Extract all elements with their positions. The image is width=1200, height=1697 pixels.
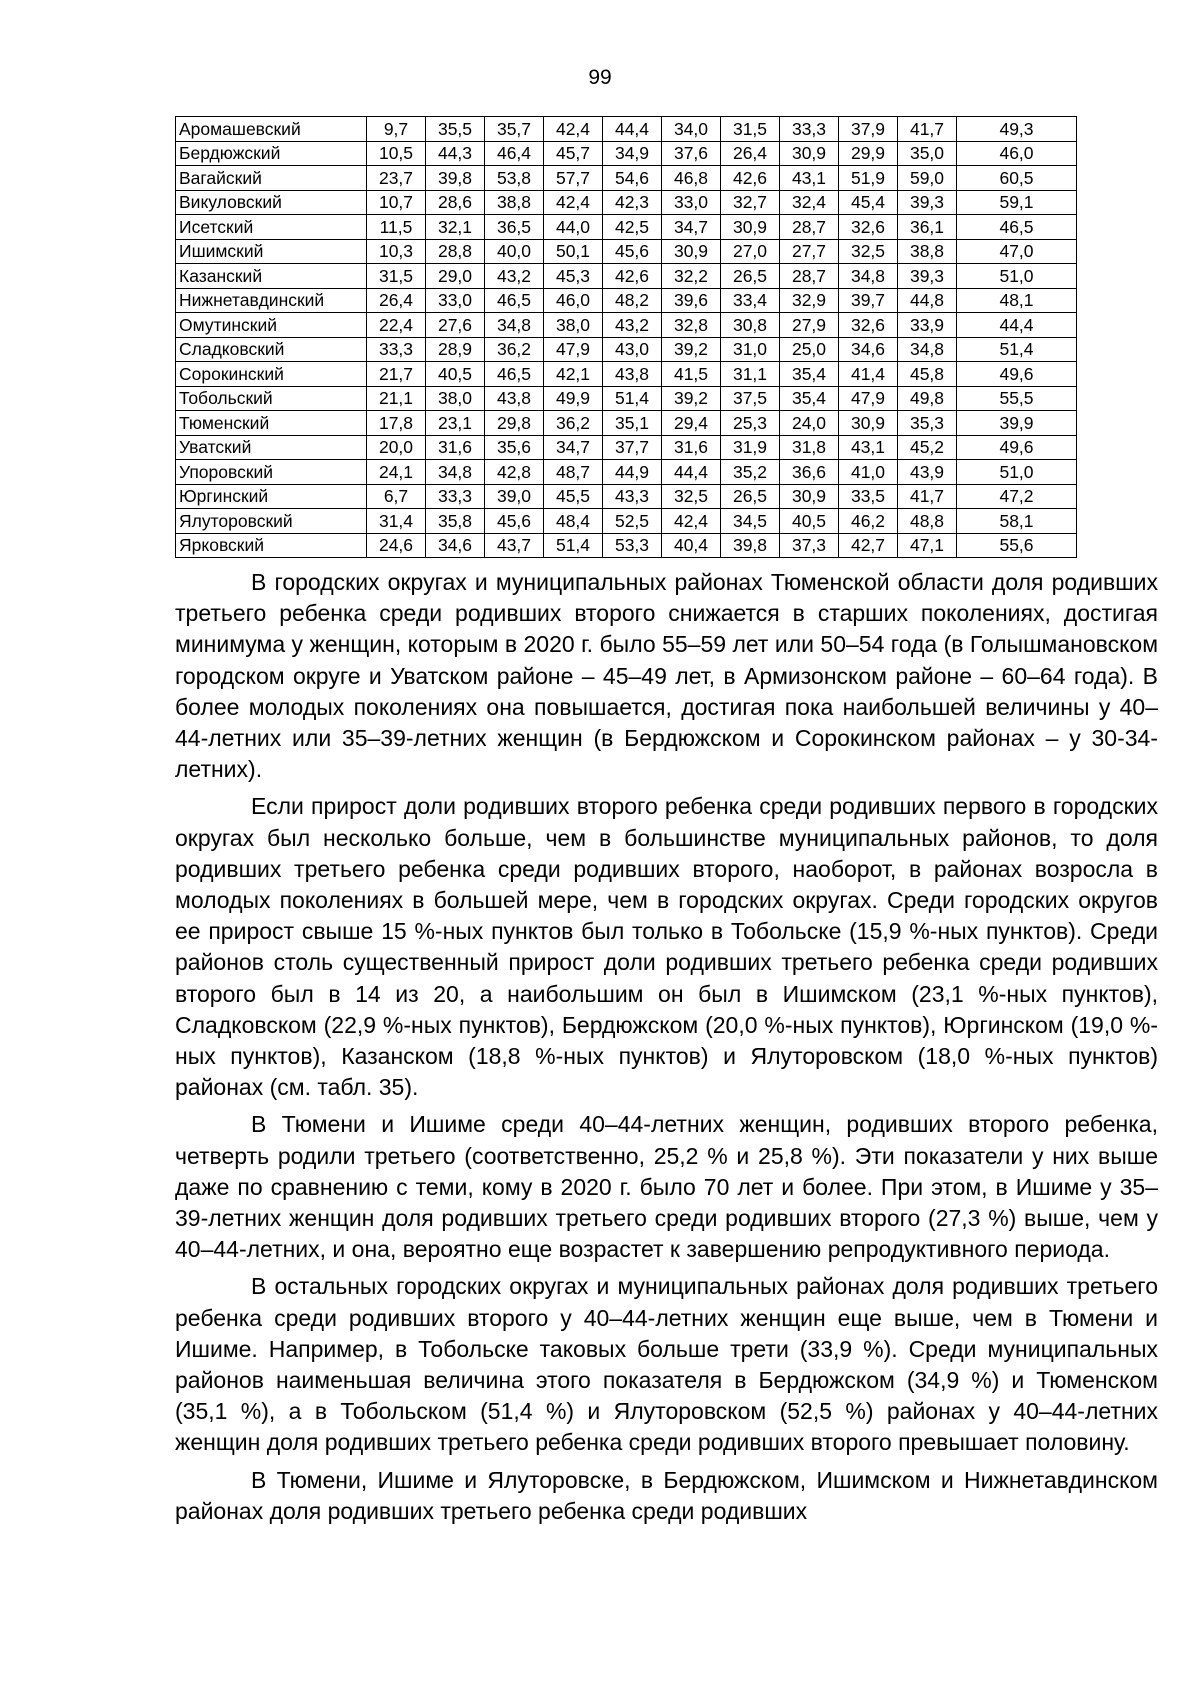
region-name-cell: Викуловский [176,190,367,215]
value-cell: 59,0 [898,166,957,191]
table-row [176,288,1077,313]
value-cell: 49,3 [957,117,1077,142]
value-cell: 38,0 [544,313,603,338]
value-cell: 36,2 [544,411,603,436]
value-cell: 34,0 [662,117,721,142]
value-cell: 32,1 [426,215,485,240]
value-cell: 48,7 [544,460,603,485]
table-row [176,190,1077,215]
value-cell: 10,7 [367,190,426,215]
value-cell: 44,4 [662,460,721,485]
value-cell: 51,0 [957,460,1077,485]
value-cell: 28,7 [780,264,839,289]
value-cell: 29,4 [662,411,721,436]
value-cell: 43,1 [839,435,898,460]
value-cell: 34,8 [426,460,485,485]
paragraph: В Тюмени и Ишиме среди 40–44-летних женщин, родивших второго ребенка, четверть родили третьего (соответственно, 25,2 % и 25,8 %). Эти показатели у них выше даже по сравнению с теми, кому в 2020 г. было 70 лет и более. При этом, в Ишиме у 35–39-летних женщин доля родивших третьего среди родивших второго (27,3 %) выше, чем у 40–44-летних, и она, вероятно еще возрастет к завершению репродуктивного периода. [175,1111,1158,1263]
value-cell: 32,6 [839,215,898,240]
table-row [176,411,1077,436]
value-cell: 31,8 [780,435,839,460]
value-cell: 29,9 [839,141,898,166]
value-cell: 33,3 [426,484,485,509]
value-cell: 27,0 [721,239,780,264]
value-cell: 46,0 [544,288,603,313]
value-cell: 31,5 [367,264,426,289]
value-cell: 37,5 [721,386,780,411]
region-name-cell: Ялуторовский [176,509,367,534]
region-name-cell: Вагайский [176,166,367,191]
value-cell: 42,7 [839,533,898,558]
value-cell: 35,5 [426,117,485,142]
region-name-cell: Ярковский [176,533,367,558]
value-cell: 39,2 [662,386,721,411]
paragraph: В Тюмени, Ишиме и Ялуторовске, в Бердюжском, Ишимском и Нижнетавдинском районах доля родивших третьего ребенка среди родивших [175,1466,1158,1524]
value-cell: 44,4 [957,313,1077,338]
value-cell: 43,2 [485,264,544,289]
region-name-cell: Сорокинский [176,362,367,387]
value-cell: 31,5 [721,117,780,142]
value-cell: 35,3 [898,411,957,436]
paragraph: В остальных городских округах и муниципальных районах доля родивших третьего ребенка среди родивших второго у 40–44-летних женщин еще выше, чем в Тюмени и Ишиме. Например, в Тобольске таковых больше трети (33,9 %). Среди муниципальных районов наименьшая величина этого показателя в Бердюжском (34,9 %) и Тюменском (35,1 %), а в Тобольском (51,4 %) и Ялуторовском (52,5 %) районах у 40–44-летних женщин доля родивших третьего ребенка среди родивших второго превышает половину. [175,1273,1158,1456]
value-cell: 41,4 [839,362,898,387]
value-cell: 6,7 [367,484,426,509]
value-cell: 24,6 [367,533,426,558]
value-cell: 59,1 [957,190,1077,215]
value-cell: 43,8 [603,362,662,387]
value-cell: 34,7 [662,215,721,240]
value-cell: 40,4 [662,533,721,558]
value-cell: 46,8 [662,166,721,191]
value-cell: 45,8 [898,362,957,387]
paragraph: В городских округах и муниципальных районах Тюменской области доля родивших третьего ребенка среди родивших второго снижается в старших поколениях, достигая минимума у женщин, которым в 2020 г. было 55–59 лет или 50–54 года (в Голышмановском городском округе и Уватском районе – 45–49 лет, в Армизонском районе – 60–64 года). В более молодых поколениях она повышается, достигая пока наибольшей величины у 40–44-летних или 35–39-летних женщин (в Бердюжском и Сорокинском районах – у 30-34-летних). [175,569,1158,783]
table-row [176,215,1077,240]
value-cell: 55,5 [957,386,1077,411]
region-name-cell: Юргинский [176,484,367,509]
value-cell: 45,6 [603,239,662,264]
value-cell: 31,0 [721,337,780,362]
value-cell: 28,8 [426,239,485,264]
value-cell: 51,9 [839,166,898,191]
value-cell: 55,6 [957,533,1077,558]
value-cell: 30,9 [721,215,780,240]
value-cell: 42,6 [721,166,780,191]
value-cell: 10,5 [367,141,426,166]
value-cell: 45,6 [485,509,544,534]
value-cell: 45,3 [544,264,603,289]
value-cell: 39,8 [426,166,485,191]
value-cell: 39,3 [898,264,957,289]
value-cell: 40,0 [485,239,544,264]
value-cell: 44,0 [544,215,603,240]
region-name-cell: Исетский [176,215,367,240]
table-row [176,166,1077,191]
value-cell: 33,3 [367,337,426,362]
value-cell: 32,4 [780,190,839,215]
value-cell: 32,9 [780,288,839,313]
value-cell: 24,1 [367,460,426,485]
value-cell: 35,4 [780,386,839,411]
value-cell: 39,6 [662,288,721,313]
value-cell: 49,6 [957,362,1077,387]
value-cell: 30,9 [780,484,839,509]
value-cell: 46,5 [485,362,544,387]
value-cell: 49,6 [957,435,1077,460]
value-cell: 32,6 [839,313,898,338]
value-cell: 46,5 [485,288,544,313]
value-cell: 25,3 [721,411,780,436]
region-name-cell: Тюменский [176,411,367,436]
value-cell: 49,8 [898,386,957,411]
value-cell: 34,6 [839,337,898,362]
value-cell: 42,8 [485,460,544,485]
value-cell: 35,1 [603,411,662,436]
value-cell: 35,8 [426,509,485,534]
value-cell: 46,5 [957,215,1077,240]
value-cell: 21,1 [367,386,426,411]
value-cell: 34,5 [721,509,780,534]
value-cell: 33,0 [426,288,485,313]
value-cell: 49,9 [544,386,603,411]
region-name-cell: Уватский [176,435,367,460]
value-cell: 41,7 [898,484,957,509]
value-cell: 37,9 [839,117,898,142]
data-table [175,116,1077,558]
value-cell: 35,2 [721,460,780,485]
value-cell: 42,4 [544,117,603,142]
paragraph: Если прирост доли родивших второго ребенка среди родивших первого в городских округах был несколько больше, чем в большинстве муниципальных районов, то доля родивших третьего ребенка среди родивших второго, наоборот, в районах возросла в молодых поколениях в большей мере, чем в городских округах. Среди городских округов ее прирост свыше 15 %-ных пунктов был только в Тобольске (15,9 %-ных пунктов). Среди районов столь существенный прирост доли родивших третьего ребенка среди родивших второго был в 14 из 20, а наибольшим он был в Ишимском (23,1 %-ных пунктов), Сладковском (22,9 %-ных пунктов), Бердюжском (20,0 %-ных пунктов), Юргинском (19,0 %-ных пунктов), Казанском (18,8 %-ных пунктов) и Ялуторовском (18,0 %-ных пунктов) районах (см. табл. 35). [175,793,1158,1101]
value-cell: 37,3 [780,533,839,558]
value-cell: 42,5 [603,215,662,240]
table-row [176,239,1077,264]
value-cell: 9,7 [367,117,426,142]
value-cell: 36,6 [780,460,839,485]
value-cell: 40,5 [426,362,485,387]
value-cell: 26,5 [721,264,780,289]
value-cell: 48,2 [603,288,662,313]
value-cell: 11,5 [367,215,426,240]
value-cell: 32,5 [839,239,898,264]
table-row [176,533,1077,558]
value-cell: 51,4 [603,386,662,411]
value-cell: 46,4 [485,141,544,166]
value-cell: 43,7 [485,533,544,558]
table-row [176,509,1077,534]
value-cell: 33,3 [780,117,839,142]
value-cell: 10,3 [367,239,426,264]
value-cell: 44,8 [898,288,957,313]
value-cell: 30,8 [721,313,780,338]
value-cell: 22,4 [367,313,426,338]
region-name-cell: Ишимский [176,239,367,264]
value-cell: 42,6 [603,264,662,289]
value-cell: 42,4 [662,509,721,534]
value-cell: 34,7 [544,435,603,460]
value-cell: 36,1 [898,215,957,240]
value-cell: 33,9 [898,313,957,338]
value-cell: 31,9 [721,435,780,460]
value-cell: 35,0 [898,141,957,166]
page-number: 99 [588,66,612,89]
value-cell: 53,3 [603,533,662,558]
value-cell: 45,5 [544,484,603,509]
table-row [176,435,1077,460]
value-cell: 31,1 [721,362,780,387]
value-cell: 35,6 [485,435,544,460]
value-cell: 26,4 [721,141,780,166]
value-cell: 47,9 [544,337,603,362]
table-row [176,313,1077,338]
value-cell: 47,0 [957,239,1077,264]
value-cell: 35,4 [780,362,839,387]
value-cell: 44,9 [603,460,662,485]
value-cell: 34,8 [898,337,957,362]
value-cell: 43,1 [780,166,839,191]
value-cell: 32,8 [662,313,721,338]
value-cell: 23,1 [426,411,485,436]
value-cell: 48,4 [544,509,603,534]
value-cell: 26,4 [367,288,426,313]
value-cell: 21,7 [367,362,426,387]
value-cell: 52,5 [603,509,662,534]
value-cell: 43,3 [603,484,662,509]
value-cell: 54,6 [603,166,662,191]
value-cell: 43,9 [898,460,957,485]
table-row [176,484,1077,509]
value-cell: 26,5 [721,484,780,509]
value-cell: 39,7 [839,288,898,313]
value-cell: 53,8 [485,166,544,191]
value-cell: 36,5 [485,215,544,240]
value-cell: 48,8 [898,509,957,534]
value-cell: 34,8 [839,264,898,289]
value-cell: 34,9 [603,141,662,166]
value-cell: 27,9 [780,313,839,338]
value-cell: 41,0 [839,460,898,485]
value-cell: 34,8 [485,313,544,338]
table-row [176,362,1077,387]
value-cell: 20,0 [367,435,426,460]
region-name-cell: Нижнетавдинский [176,288,367,313]
value-cell: 30,9 [780,141,839,166]
body-text [175,567,1158,1533]
value-cell: 51,4 [957,337,1077,362]
value-cell: 46,0 [957,141,1077,166]
value-cell: 58,1 [957,509,1077,534]
value-cell: 24,0 [780,411,839,436]
value-cell: 35,7 [485,117,544,142]
region-name-cell: Упоровский [176,460,367,485]
value-cell: 32,7 [721,190,780,215]
value-cell: 32,5 [662,484,721,509]
value-cell: 31,6 [662,435,721,460]
value-cell: 33,4 [721,288,780,313]
value-cell: 45,2 [898,435,957,460]
value-cell: 38,8 [485,190,544,215]
value-cell: 32,2 [662,264,721,289]
value-cell: 31,6 [426,435,485,460]
value-cell: 30,9 [839,411,898,436]
value-cell: 51,0 [957,264,1077,289]
value-cell: 44,4 [603,117,662,142]
value-cell: 27,7 [780,239,839,264]
value-cell: 48,1 [957,288,1077,313]
value-cell: 43,8 [485,386,544,411]
value-cell: 45,7 [544,141,603,166]
value-cell: 57,7 [544,166,603,191]
value-cell: 41,5 [662,362,721,387]
table-row [176,386,1077,411]
value-cell: 30,9 [662,239,721,264]
value-cell: 46,2 [839,509,898,534]
value-cell: 43,0 [603,337,662,362]
table-row [176,117,1077,142]
region-name-cell: Тобольский [176,386,367,411]
value-cell: 47,1 [898,533,957,558]
value-cell: 31,4 [367,509,426,534]
value-cell: 45,4 [839,190,898,215]
value-cell: 50,1 [544,239,603,264]
value-cell: 29,8 [485,411,544,436]
value-cell: 39,0 [485,484,544,509]
region-name-cell: Казанский [176,264,367,289]
table-row [176,337,1077,362]
value-cell: 28,7 [780,215,839,240]
value-cell: 42,4 [544,190,603,215]
table-row [176,460,1077,485]
region-name-cell: Бердюжский [176,141,367,166]
value-cell: 60,5 [957,166,1077,191]
value-cell: 41,7 [898,117,957,142]
value-cell: 42,1 [544,362,603,387]
value-cell: 33,5 [839,484,898,509]
region-name-cell: Омутинский [176,313,367,338]
value-cell: 37,7 [603,435,662,460]
value-cell: 28,9 [426,337,485,362]
value-cell: 39,8 [721,533,780,558]
value-cell: 43,2 [603,313,662,338]
value-cell: 34,6 [426,533,485,558]
region-name-cell: Сладковский [176,337,367,362]
value-cell: 33,0 [662,190,721,215]
value-cell: 23,7 [367,166,426,191]
value-cell: 40,5 [780,509,839,534]
value-cell: 39,9 [957,411,1077,436]
table-row [176,141,1077,166]
value-cell: 36,2 [485,337,544,362]
value-cell: 17,8 [367,411,426,436]
region-name-cell: Аромашевский [176,117,367,142]
value-cell: 25,0 [780,337,839,362]
value-cell: 38,0 [426,386,485,411]
value-cell: 39,2 [662,337,721,362]
value-cell: 27,6 [426,313,485,338]
value-cell: 37,6 [662,141,721,166]
value-cell: 29,0 [426,264,485,289]
value-cell: 39,3 [898,190,957,215]
value-cell: 47,2 [957,484,1077,509]
value-cell: 38,8 [898,239,957,264]
value-cell: 51,4 [544,533,603,558]
value-cell: 44,3 [426,141,485,166]
table-row [176,264,1077,289]
value-cell: 42,3 [603,190,662,215]
value-cell: 28,6 [426,190,485,215]
value-cell: 47,9 [839,386,898,411]
